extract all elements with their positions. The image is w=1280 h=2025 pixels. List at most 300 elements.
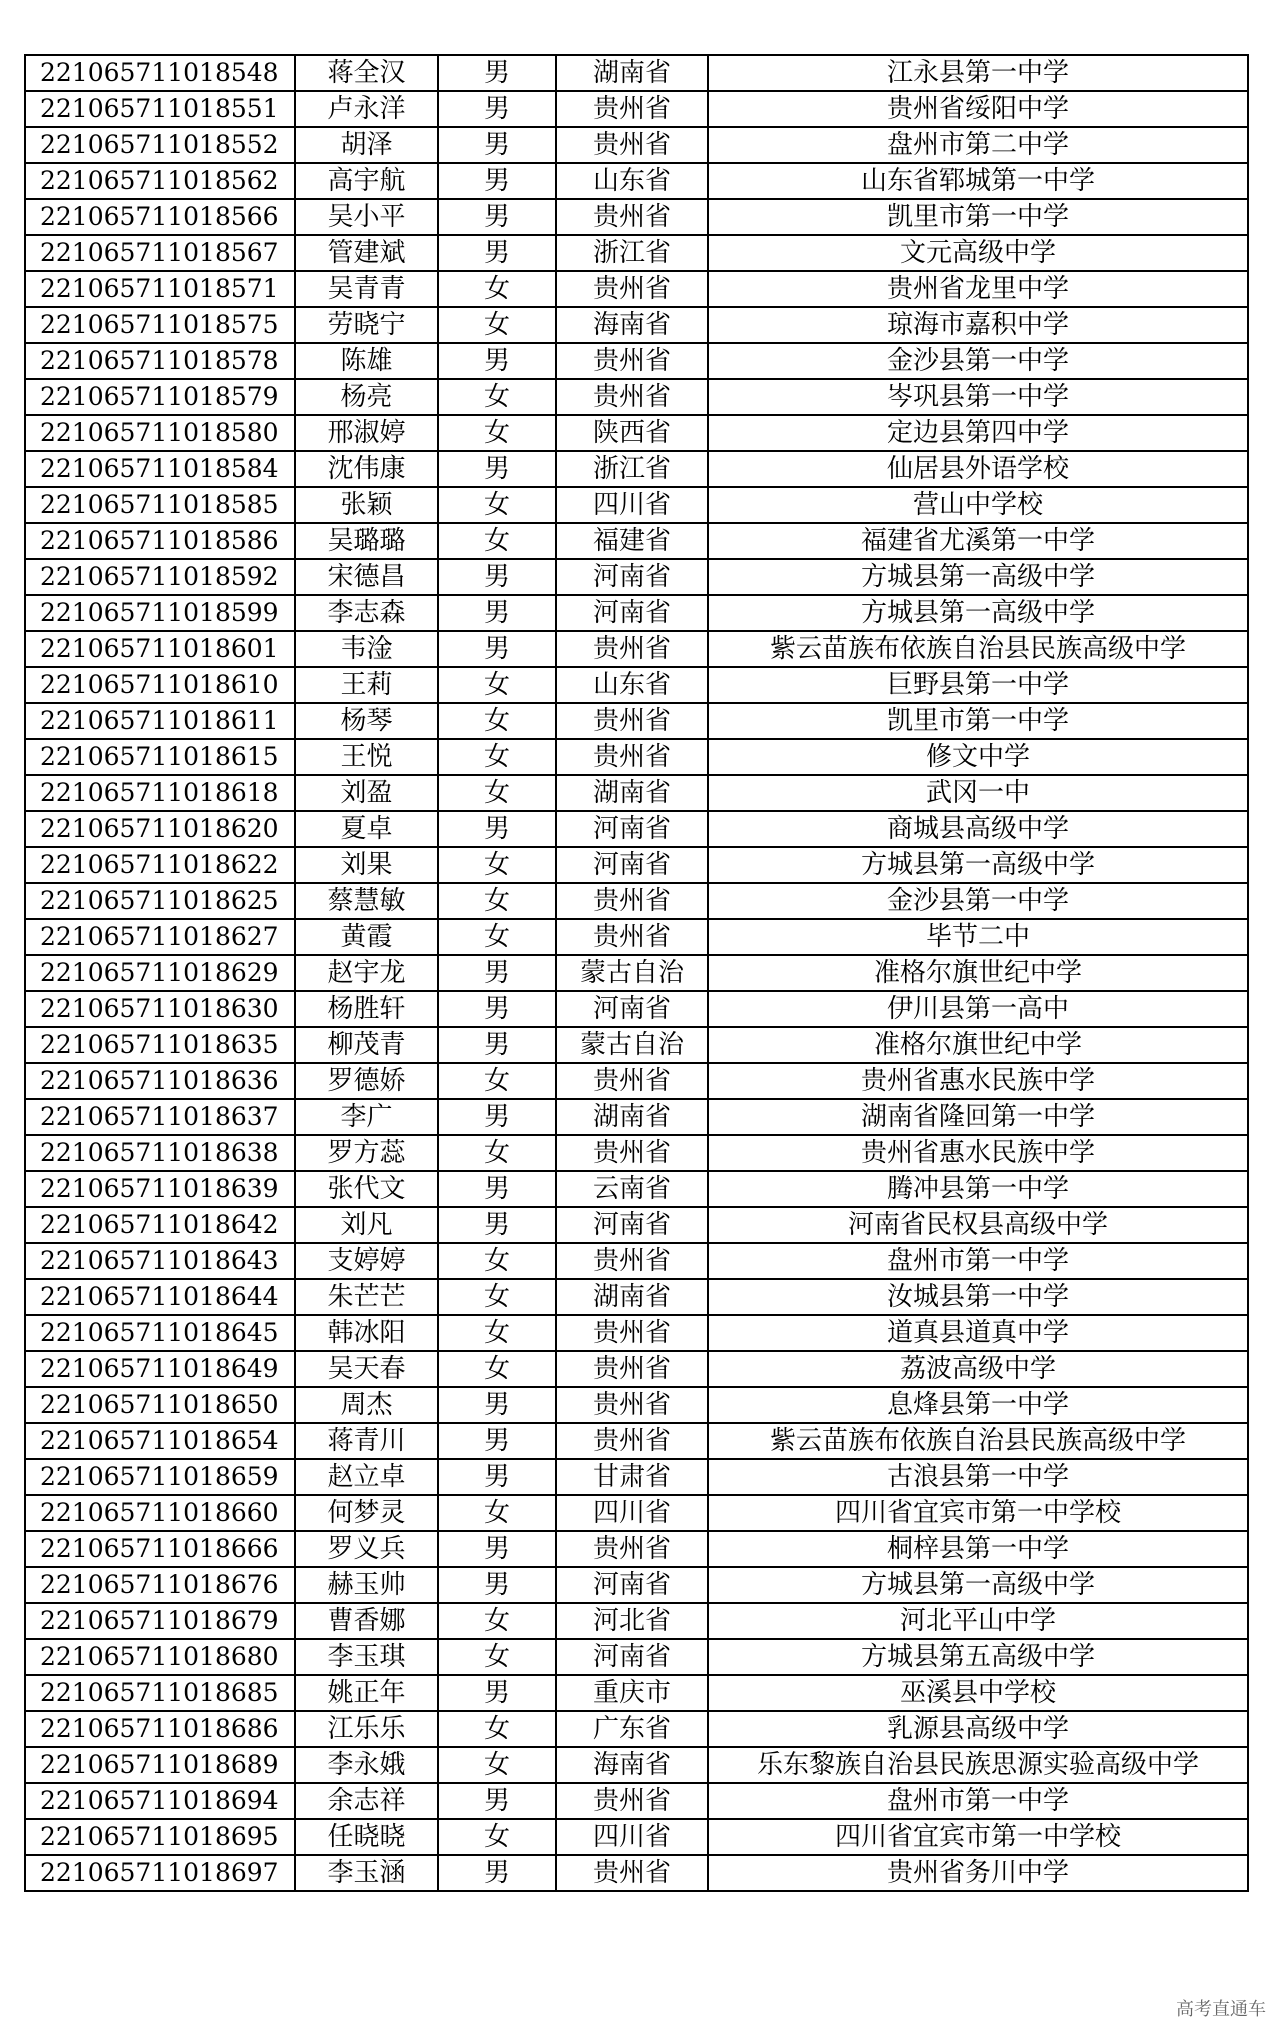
school-cell: 贵州省龙里中学 (708, 271, 1248, 307)
table-row (25, 55, 1248, 91)
name-cell: 江乐乐 (295, 1711, 438, 1747)
name-cell: 李玉涵 (295, 1855, 438, 1891)
school-cell: 乐东黎族自治县民族思源实验高级中学 (708, 1747, 1248, 1783)
table-row (25, 1855, 1248, 1891)
id-cell: 221065711018654 (25, 1423, 295, 1459)
table-row (25, 1747, 1248, 1783)
table-row (25, 1351, 1248, 1387)
id-cell: 221065711018566 (25, 199, 295, 235)
school-cell: 乳源县高级中学 (708, 1711, 1248, 1747)
school-cell: 荔波高级中学 (708, 1351, 1248, 1387)
table-row (25, 1207, 1248, 1243)
province-cell: 云南省 (556, 1171, 708, 1207)
gender-cell: 女 (438, 523, 556, 559)
gender-cell: 男 (438, 451, 556, 487)
name-cell: 陈雄 (295, 343, 438, 379)
school-cell: 岑巩县第一中学 (708, 379, 1248, 415)
name-cell: 杨胜轩 (295, 991, 438, 1027)
table-row (25, 1495, 1248, 1531)
province-cell: 海南省 (556, 1747, 708, 1783)
province-cell: 四川省 (556, 1819, 708, 1855)
gender-cell: 女 (438, 307, 556, 343)
province-cell: 河南省 (556, 811, 708, 847)
id-cell: 221065711018620 (25, 811, 295, 847)
table-row (25, 379, 1248, 415)
id-cell: 221065711018625 (25, 883, 295, 919)
province-cell: 贵州省 (556, 271, 708, 307)
school-cell: 方城县第一高级中学 (708, 847, 1248, 883)
table-row (25, 559, 1248, 595)
table-row (25, 703, 1248, 739)
name-cell: 蔡慧敏 (295, 883, 438, 919)
school-cell: 湖南省隆回第一中学 (708, 1099, 1248, 1135)
name-cell: 姚正年 (295, 1675, 438, 1711)
name-cell: 吴璐璐 (295, 523, 438, 559)
name-cell: 李志森 (295, 595, 438, 631)
id-cell: 221065711018676 (25, 1567, 295, 1603)
gender-cell: 女 (438, 667, 556, 703)
province-cell: 河南省 (556, 991, 708, 1027)
name-cell: 何梦灵 (295, 1495, 438, 1531)
id-cell: 221065711018618 (25, 775, 295, 811)
name-cell: 李广 (295, 1099, 438, 1135)
gender-cell: 男 (438, 595, 556, 631)
gender-cell: 女 (438, 1315, 556, 1351)
school-cell: 修文中学 (708, 739, 1248, 775)
name-cell: 罗方蕊 (295, 1135, 438, 1171)
id-cell: 221065711018636 (25, 1063, 295, 1099)
table-row (25, 523, 1248, 559)
province-cell: 四川省 (556, 1495, 708, 1531)
name-cell: 曹香娜 (295, 1603, 438, 1639)
name-cell: 朱芒芒 (295, 1279, 438, 1315)
name-cell: 周杰 (295, 1387, 438, 1423)
gender-cell: 女 (438, 379, 556, 415)
table-row (25, 1711, 1248, 1747)
table-row (25, 1099, 1248, 1135)
id-cell: 221065711018637 (25, 1099, 295, 1135)
table-row (25, 127, 1248, 163)
gender-cell: 女 (438, 775, 556, 811)
school-cell: 准格尔旗世纪中学 (708, 955, 1248, 991)
id-cell: 221065711018584 (25, 451, 295, 487)
school-cell: 贵州省绥阳中学 (708, 91, 1248, 127)
province-cell: 浙江省 (556, 451, 708, 487)
gender-cell: 女 (438, 271, 556, 307)
province-cell: 贵州省 (556, 1243, 708, 1279)
school-cell: 武冈一中 (708, 775, 1248, 811)
table-body (25, 55, 1248, 1891)
school-cell: 方城县第一高级中学 (708, 595, 1248, 631)
table-row (25, 1027, 1248, 1063)
table-row (25, 595, 1248, 631)
table-row (25, 1675, 1248, 1711)
gender-cell: 男 (438, 1675, 556, 1711)
province-cell: 贵州省 (556, 91, 708, 127)
name-cell: 张颖 (295, 487, 438, 523)
gender-cell: 女 (438, 1603, 556, 1639)
name-cell: 李永娥 (295, 1747, 438, 1783)
id-cell: 221065711018611 (25, 703, 295, 739)
gender-cell: 女 (438, 1819, 556, 1855)
gender-cell: 男 (438, 163, 556, 199)
school-cell: 四川省宜宾市第一中学校 (708, 1819, 1248, 1855)
name-cell: 赵立卓 (295, 1459, 438, 1495)
id-cell: 221065711018562 (25, 163, 295, 199)
gender-cell: 女 (438, 1639, 556, 1675)
school-cell: 凯里市第一中学 (708, 199, 1248, 235)
school-cell: 金沙县第一中学 (708, 883, 1248, 919)
name-cell: 王莉 (295, 667, 438, 703)
table-row (25, 775, 1248, 811)
table-row (25, 199, 1248, 235)
province-cell: 山东省 (556, 667, 708, 703)
province-cell: 甘肃省 (556, 1459, 708, 1495)
name-cell: 黄霞 (295, 919, 438, 955)
province-cell: 贵州省 (556, 739, 708, 775)
id-cell: 221065711018689 (25, 1747, 295, 1783)
table-row (25, 991, 1248, 1027)
province-cell: 贵州省 (556, 1531, 708, 1567)
gender-cell: 男 (438, 559, 556, 595)
gender-cell: 女 (438, 1135, 556, 1171)
name-cell: 高宇航 (295, 163, 438, 199)
province-cell: 贵州省 (556, 1387, 708, 1423)
name-cell: 支婷婷 (295, 1243, 438, 1279)
id-cell: 221065711018679 (25, 1603, 295, 1639)
table-row (25, 1387, 1248, 1423)
name-cell: 杨琴 (295, 703, 438, 739)
table-row (25, 1603, 1248, 1639)
name-cell: 邢淑婷 (295, 415, 438, 451)
province-cell: 贵州省 (556, 631, 708, 667)
province-cell: 河南省 (556, 847, 708, 883)
id-cell: 221065711018578 (25, 343, 295, 379)
school-cell: 定边县第四中学 (708, 415, 1248, 451)
province-cell: 贵州省 (556, 1063, 708, 1099)
table-row (25, 1135, 1248, 1171)
province-cell: 广东省 (556, 1711, 708, 1747)
name-cell: 刘凡 (295, 1207, 438, 1243)
table-row (25, 667, 1248, 703)
id-cell: 221065711018685 (25, 1675, 295, 1711)
name-cell: 刘果 (295, 847, 438, 883)
gender-cell: 男 (438, 235, 556, 271)
id-cell: 221065711018575 (25, 307, 295, 343)
school-cell: 伊川县第一高中 (708, 991, 1248, 1027)
id-cell: 221065711018644 (25, 1279, 295, 1315)
gender-cell: 女 (438, 1711, 556, 1747)
school-cell: 贵州省惠水民族中学 (708, 1135, 1248, 1171)
gender-cell: 男 (438, 1207, 556, 1243)
gender-cell: 男 (438, 991, 556, 1027)
id-cell: 221065711018599 (25, 595, 295, 631)
id-cell: 221065711018694 (25, 1783, 295, 1819)
school-cell: 贵州省惠水民族中学 (708, 1063, 1248, 1099)
province-cell: 贵州省 (556, 127, 708, 163)
province-cell: 贵州省 (556, 343, 708, 379)
province-cell: 四川省 (556, 487, 708, 523)
gender-cell: 男 (438, 55, 556, 91)
watermark-text: 高考直通车 (1176, 1999, 1266, 2020)
name-cell: 韦淦 (295, 631, 438, 667)
table-row (25, 883, 1248, 919)
gender-cell: 女 (438, 1063, 556, 1099)
gender-cell: 女 (438, 703, 556, 739)
school-cell: 方城县第一高级中学 (708, 1567, 1248, 1603)
province-cell: 贵州省 (556, 1423, 708, 1459)
table-row (25, 163, 1248, 199)
school-cell: 仙居县外语学校 (708, 451, 1248, 487)
province-cell: 蒙古自治 (556, 1027, 708, 1063)
school-cell: 紫云苗族布依族自治县民族高级中学 (708, 631, 1248, 667)
gender-cell: 男 (438, 1171, 556, 1207)
province-cell: 贵州省 (556, 919, 708, 955)
id-cell: 221065711018643 (25, 1243, 295, 1279)
id-cell: 221065711018580 (25, 415, 295, 451)
gender-cell: 男 (438, 127, 556, 163)
province-cell: 河南省 (556, 1567, 708, 1603)
id-cell: 221065711018660 (25, 1495, 295, 1531)
school-cell: 琼海市嘉积中学 (708, 307, 1248, 343)
province-cell: 湖南省 (556, 55, 708, 91)
table-row (25, 1243, 1248, 1279)
id-cell: 221065711018649 (25, 1351, 295, 1387)
name-cell: 杨亮 (295, 379, 438, 415)
name-cell: 沈伟康 (295, 451, 438, 487)
name-cell: 罗义兵 (295, 1531, 438, 1567)
name-cell: 王悦 (295, 739, 438, 775)
school-cell: 福建省尤溪第一中学 (708, 523, 1248, 559)
table-row (25, 307, 1248, 343)
name-cell: 吴青青 (295, 271, 438, 307)
gender-cell: 女 (438, 1279, 556, 1315)
gender-cell: 男 (438, 811, 556, 847)
gender-cell: 男 (438, 1027, 556, 1063)
province-cell: 蒙古自治 (556, 955, 708, 991)
name-cell: 蒋青川 (295, 1423, 438, 1459)
gender-cell: 女 (438, 1351, 556, 1387)
gender-cell: 女 (438, 883, 556, 919)
school-cell: 腾冲县第一中学 (708, 1171, 1248, 1207)
table-row (25, 1567, 1248, 1603)
name-cell: 赵宇龙 (295, 955, 438, 991)
name-cell: 吴天春 (295, 1351, 438, 1387)
gender-cell: 女 (438, 919, 556, 955)
school-cell: 桐梓县第一中学 (708, 1531, 1248, 1567)
name-cell: 宋德昌 (295, 559, 438, 595)
gender-cell: 男 (438, 1387, 556, 1423)
gender-cell: 女 (438, 487, 556, 523)
table-row (25, 1279, 1248, 1315)
table-row (25, 415, 1248, 451)
school-cell: 河南省民权县高级中学 (708, 1207, 1248, 1243)
table-row (25, 1783, 1248, 1819)
school-cell: 盘州市第二中学 (708, 127, 1248, 163)
gender-cell: 女 (438, 1495, 556, 1531)
table-row (25, 1063, 1248, 1099)
id-cell: 221065711018639 (25, 1171, 295, 1207)
school-cell: 准格尔旗世纪中学 (708, 1027, 1248, 1063)
name-cell: 胡泽 (295, 127, 438, 163)
table-row (25, 235, 1248, 271)
province-cell: 福建省 (556, 523, 708, 559)
table-row (25, 1171, 1248, 1207)
gender-cell: 男 (438, 955, 556, 991)
province-cell: 重庆市 (556, 1675, 708, 1711)
name-cell: 吴小平 (295, 199, 438, 235)
id-cell: 221065711018592 (25, 559, 295, 595)
table-row (25, 451, 1248, 487)
gender-cell: 女 (438, 847, 556, 883)
school-cell: 古浪县第一中学 (708, 1459, 1248, 1495)
id-cell: 221065711018622 (25, 847, 295, 883)
province-cell: 湖南省 (556, 1099, 708, 1135)
table-row (25, 1819, 1248, 1855)
id-cell: 221065711018615 (25, 739, 295, 775)
gender-cell: 男 (438, 91, 556, 127)
table-row (25, 1315, 1248, 1351)
province-cell: 贵州省 (556, 883, 708, 919)
id-cell: 221065711018666 (25, 1531, 295, 1567)
school-cell: 巨野县第一中学 (708, 667, 1248, 703)
province-cell: 陕西省 (556, 415, 708, 451)
school-cell: 方城县第一高级中学 (708, 559, 1248, 595)
name-cell: 蒋全汉 (295, 55, 438, 91)
id-cell: 221065711018630 (25, 991, 295, 1027)
province-cell: 海南省 (556, 307, 708, 343)
school-cell: 金沙县第一中学 (708, 343, 1248, 379)
school-cell: 汝城县第一中学 (708, 1279, 1248, 1315)
school-cell: 息烽县第一中学 (708, 1387, 1248, 1423)
id-cell: 221065711018645 (25, 1315, 295, 1351)
id-cell: 221065711018627 (25, 919, 295, 955)
id-cell: 221065711018586 (25, 523, 295, 559)
name-cell: 刘盈 (295, 775, 438, 811)
school-cell: 盘州市第一中学 (708, 1783, 1248, 1819)
id-cell: 221065711018548 (25, 55, 295, 91)
name-cell: 张代文 (295, 1171, 438, 1207)
gender-cell: 女 (438, 415, 556, 451)
gender-cell: 男 (438, 1855, 556, 1891)
gender-cell: 男 (438, 1567, 556, 1603)
gender-cell: 女 (438, 1747, 556, 1783)
id-cell: 221065711018585 (25, 487, 295, 523)
table-row (25, 847, 1248, 883)
name-cell: 夏卓 (295, 811, 438, 847)
name-cell: 卢永洋 (295, 91, 438, 127)
table-row (25, 1531, 1248, 1567)
school-cell: 凯里市第一中学 (708, 703, 1248, 739)
school-cell: 文元高级中学 (708, 235, 1248, 271)
table-row (25, 955, 1248, 991)
admission-list-table (24, 54, 1249, 1892)
table-row (25, 271, 1248, 307)
province-cell: 贵州省 (556, 1783, 708, 1819)
school-cell: 紫云苗族布依族自治县民族高级中学 (708, 1423, 1248, 1459)
school-cell: 毕节二中 (708, 919, 1248, 955)
province-cell: 湖南省 (556, 775, 708, 811)
gender-cell: 男 (438, 631, 556, 667)
id-cell: 221065711018680 (25, 1639, 295, 1675)
id-cell: 221065711018601 (25, 631, 295, 667)
id-cell: 221065711018642 (25, 1207, 295, 1243)
id-cell: 221065711018638 (25, 1135, 295, 1171)
id-cell: 221065711018695 (25, 1819, 295, 1855)
province-cell: 贵州省 (556, 199, 708, 235)
table-row (25, 631, 1248, 667)
province-cell: 河南省 (556, 1639, 708, 1675)
name-cell: 韩冰阳 (295, 1315, 438, 1351)
province-cell: 河南省 (556, 559, 708, 595)
gender-cell: 男 (438, 1531, 556, 1567)
gender-cell: 男 (438, 343, 556, 379)
gender-cell: 男 (438, 199, 556, 235)
province-cell: 河北省 (556, 1603, 708, 1639)
id-cell: 221065711018551 (25, 91, 295, 127)
school-cell: 贵州省务川中学 (708, 1855, 1248, 1891)
id-cell: 221065711018567 (25, 235, 295, 271)
province-cell: 贵州省 (556, 379, 708, 415)
province-cell: 贵州省 (556, 1315, 708, 1351)
name-cell: 劳晓宁 (295, 307, 438, 343)
id-cell: 221065711018629 (25, 955, 295, 991)
province-cell: 贵州省 (556, 703, 708, 739)
province-cell: 贵州省 (556, 1855, 708, 1891)
school-cell: 山东省郓城第一中学 (708, 163, 1248, 199)
school-cell: 商城县高级中学 (708, 811, 1248, 847)
id-cell: 221065711018579 (25, 379, 295, 415)
school-cell: 盘州市第一中学 (708, 1243, 1248, 1279)
id-cell: 221065711018659 (25, 1459, 295, 1495)
province-cell: 贵州省 (556, 1135, 708, 1171)
table-row (25, 1459, 1248, 1495)
id-cell: 221065711018650 (25, 1387, 295, 1423)
table-row (25, 91, 1248, 127)
name-cell: 赫玉帅 (295, 1567, 438, 1603)
gender-cell: 男 (438, 1459, 556, 1495)
province-cell: 湖南省 (556, 1279, 708, 1315)
id-cell: 221065711018552 (25, 127, 295, 163)
table-row (25, 343, 1248, 379)
name-cell: 管建斌 (295, 235, 438, 271)
province-cell: 河南省 (556, 1207, 708, 1243)
table-row (25, 487, 1248, 523)
gender-cell: 男 (438, 1099, 556, 1135)
gender-cell: 男 (438, 1423, 556, 1459)
province-cell: 山东省 (556, 163, 708, 199)
table-row (25, 739, 1248, 775)
gender-cell: 男 (438, 1783, 556, 1819)
gender-cell: 女 (438, 739, 556, 775)
school-cell: 江永县第一中学 (708, 55, 1248, 91)
id-cell: 221065711018635 (25, 1027, 295, 1063)
table-row (25, 811, 1248, 847)
table-row (25, 919, 1248, 955)
name-cell: 余志祥 (295, 1783, 438, 1819)
id-cell: 221065711018571 (25, 271, 295, 307)
school-cell: 营山中学校 (708, 487, 1248, 523)
province-cell: 贵州省 (556, 1351, 708, 1387)
school-cell: 四川省宜宾市第一中学校 (708, 1495, 1248, 1531)
province-cell: 浙江省 (556, 235, 708, 271)
id-cell: 221065711018686 (25, 1711, 295, 1747)
school-cell: 巫溪县中学校 (708, 1675, 1248, 1711)
name-cell: 罗德娇 (295, 1063, 438, 1099)
id-cell: 221065711018697 (25, 1855, 295, 1891)
name-cell: 柳茂青 (295, 1027, 438, 1063)
table-row (25, 1639, 1248, 1675)
